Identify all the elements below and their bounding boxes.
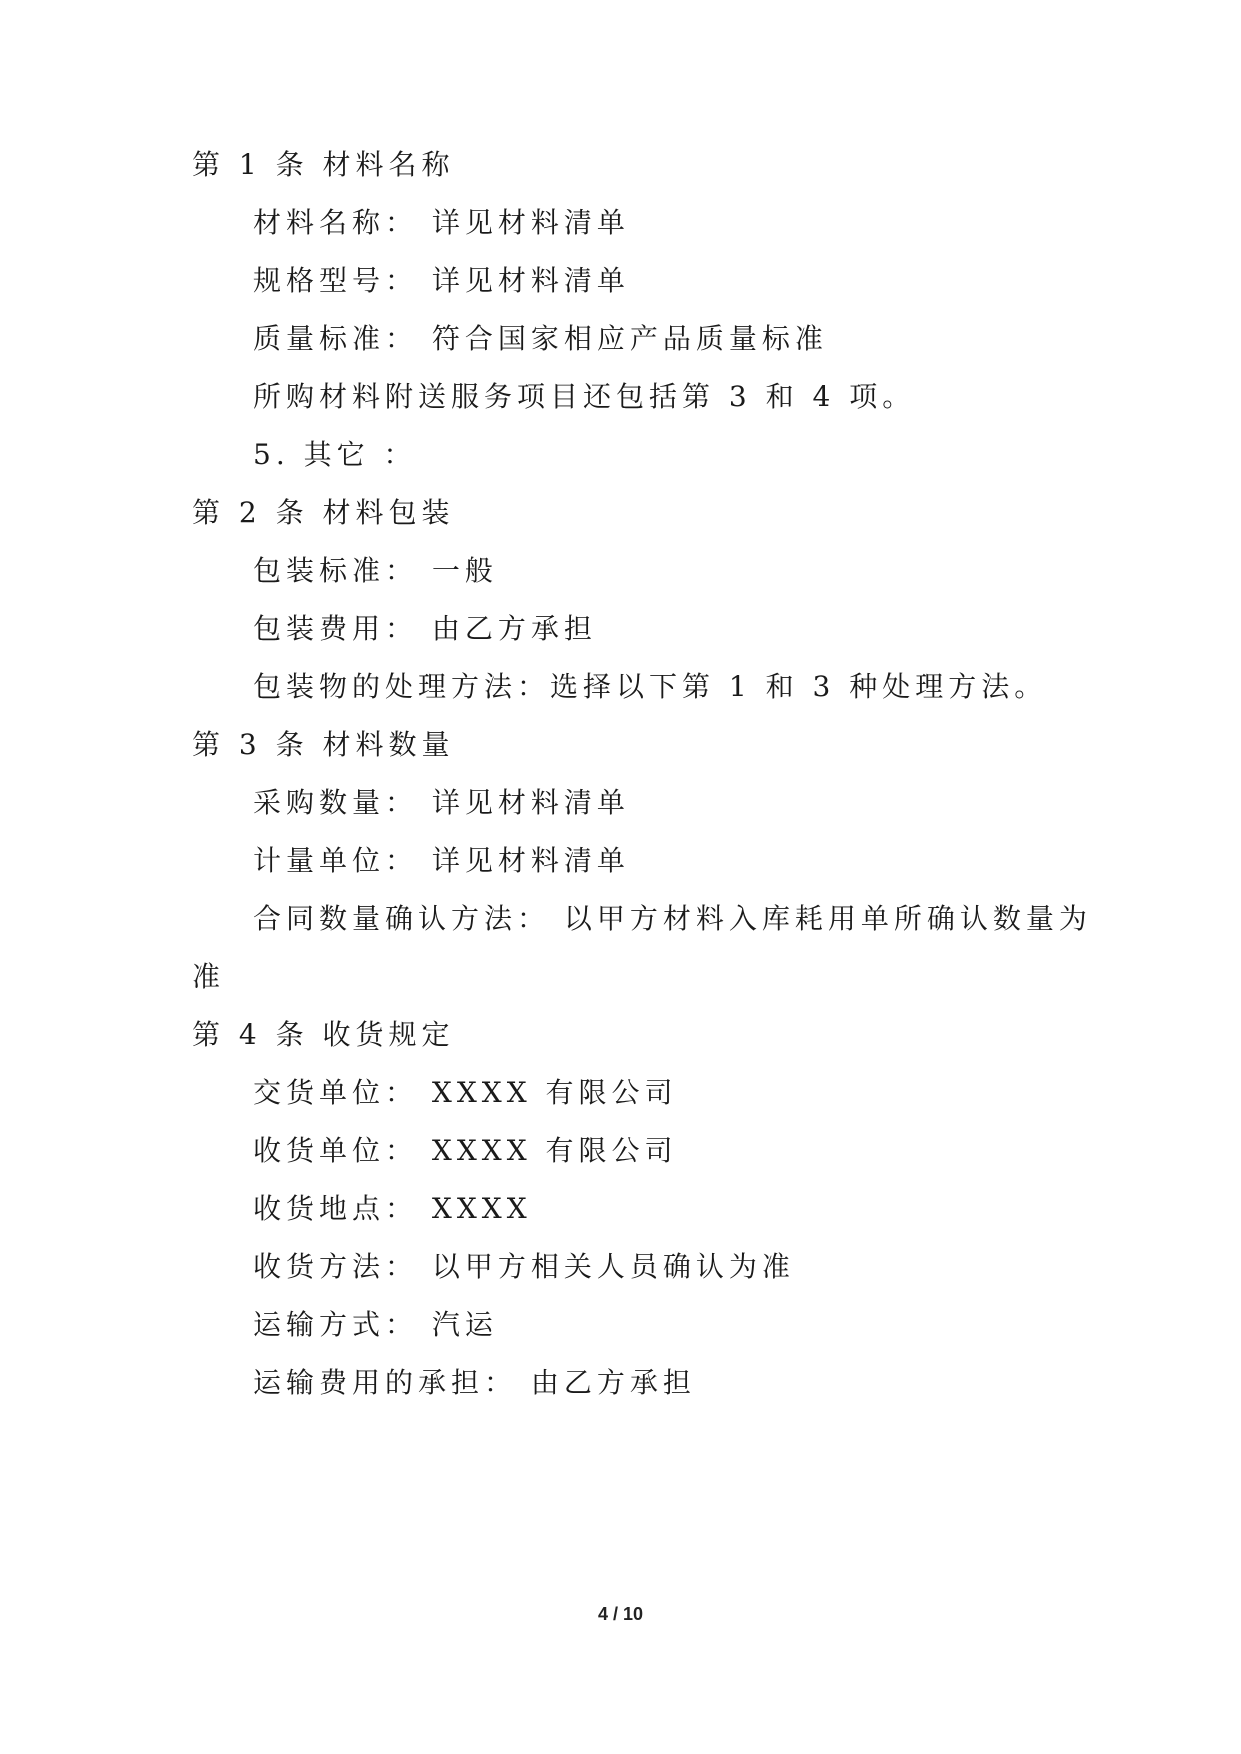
material-name-line: 材料名称： 详见材料清单 (253, 206, 630, 239)
packaging-cost-line: 包装费用： 由乙方承担 (253, 612, 597, 645)
unit-line: 计量单位： 详见材料清单 (253, 844, 630, 877)
receiving-location-line: 收货地点： XXXX (253, 1192, 532, 1225)
quantity-confirm-line: 合同数量确认方法： 以甲方材料入库耗用单所确认数量为 (253, 902, 1092, 935)
delivery-unit-line: 交货单位： XXXX 有限公司 (253, 1076, 678, 1109)
packaging-disposal-line: 包装物的处理方法：选择以下第 1 和 3 种处理方法。 (253, 670, 1048, 703)
receiving-method-line: 收货方法： 以甲方相关人员确认为准 (253, 1250, 795, 1283)
packaging-standard-line: 包装标准： 一般 (253, 554, 498, 587)
other-line: 5. 其它 ： (253, 438, 417, 471)
page-number: 4 / 10 (597, 1604, 644, 1624)
quality-standard-line: 质量标准： 符合国家相应产品质量标准 (253, 322, 828, 355)
transport-mode-line: 运输方式： 汽运 (253, 1308, 498, 1341)
transport-cost-line: 运输费用的承担： 由乙方承担 (253, 1366, 696, 1399)
section-heading-4: 第 4 条 收货规定 (192, 1018, 455, 1051)
section-heading-1: 第 1 条 材料名称 (192, 148, 455, 181)
service-items-line: 所购材料附送服务项目还包括第 3 和 4 项。 (253, 380, 916, 413)
receiving-unit-line: 收货单位： XXXX 有限公司 (253, 1134, 678, 1167)
spec-model-line: 规格型号： 详见材料清单 (253, 264, 630, 297)
purchase-quantity-line: 采购数量： 详见材料清单 (253, 786, 630, 819)
section-heading-2: 第 2 条 材料包装 (192, 496, 455, 529)
section-heading-3: 第 3 条 材料数量 (192, 728, 455, 761)
quantity-confirm-continuation: 准 (192, 960, 226, 993)
